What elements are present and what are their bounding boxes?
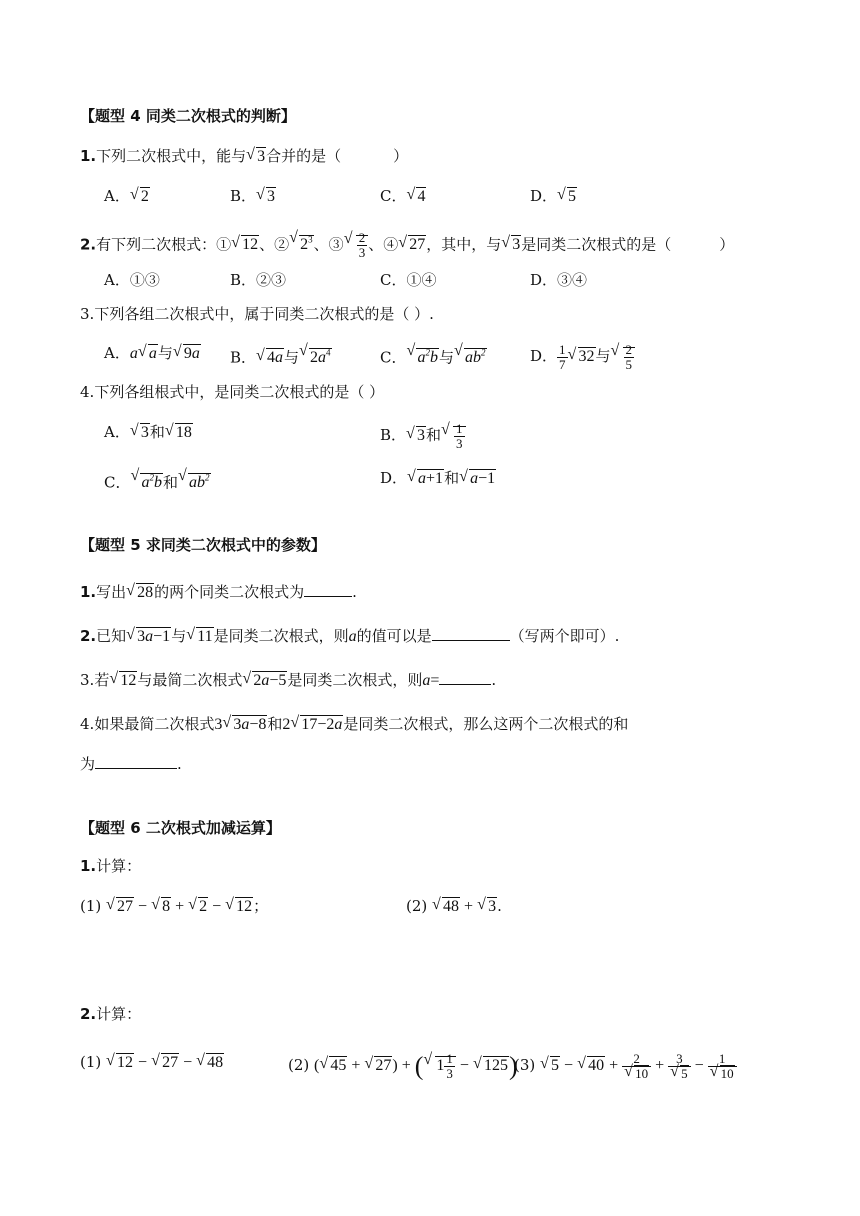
s6-q1-part-1: (1) √ 27 − √ 8 + √ 2 − √ 12；: [80, 896, 268, 917]
s4-q3-option-d: D． $\frac{1}{7}$ √ 32与 √ $\frac{2}{5}$: [530, 343, 635, 372]
s4-q4-option-b: B．√ 3和 √ $\frac{1}{3}$: [380, 422, 466, 451]
s5-question-4: 4.如果最简二次根式3√ 3a−8和2√ 17−2a是同类二次根式，那么这两个二次根式的和: [80, 714, 628, 735]
answer-blank: [95, 768, 177, 769]
section-6-title: 【题型 6 二次根式加减运算】: [80, 819, 281, 837]
s4-q3-option-b: B．√ 4a与√ $2a^4$: [230, 343, 332, 368]
s4-question-1: 1.下列二次根式中，能与√ 3合并的是（ ）: [80, 146, 408, 167]
answer-blank: [439, 684, 491, 685]
s4-q1-option-c: C．√ 4: [380, 186, 426, 207]
s4-q1-option-b: B．√ 3: [230, 186, 276, 207]
s6-question-1: 1.计算：: [80, 857, 142, 875]
s4-q2-option-d: D．③④: [530, 271, 588, 289]
s4-q3-option-c: C．√ $a^2b$与√ $ab^2$: [380, 343, 487, 368]
s4-q1-option-a: A．√ 2: [104, 186, 150, 207]
s5-question-1: 1.写出√ 28的两个同类二次根式为 .: [80, 582, 357, 603]
s4-question-4: 4.下列各组根式中，是同类二次根式的是（ ）: [80, 383, 385, 401]
answer-blank: [304, 596, 352, 597]
s4-q3-option-a: A．a√ a与√ 9a: [104, 343, 201, 364]
s5-question-4-cont: 为 .: [80, 755, 182, 773]
s4-q2-option-c: C．①④: [380, 271, 437, 289]
s5-question-3: 3.若√ 12与最简二次根式√ 2a−5是同类二次根式，则a= .: [80, 670, 496, 691]
answer-blank: [432, 640, 510, 641]
s6-q2-part-2: (2) (√ 45 + √ 27) + (√ 1 $\frac{1}{3}$ − √ 125): [288, 1052, 518, 1081]
s5-question-2: 2.已知√ 3a−1与√ 11是同类二次根式，则a的值可以是 （写两个即可）.: [80, 626, 619, 647]
s4-question-3: 3.下列各组二次根式中，属于同类二次根式的是（ ）.: [80, 305, 434, 323]
s6-q2-part-3: (3) √ 5 − √ 40 + 2 √ 10 + 3 √ 5 − 1 √ 10: [514, 1052, 737, 1081]
s4-q4-option-a: A．√ 3和√ 18: [104, 422, 193, 443]
s4-q2-option-b: B．②③: [230, 271, 287, 289]
s4-q1-option-d: D．√ 5: [530, 186, 577, 207]
s4-q2-option-a: A．①③: [104, 271, 160, 289]
s4-q4-option-d: D．√ a+1和√ a−1: [380, 468, 496, 489]
s4-q4-option-c: C．√ $a^2b$和√ $ab^2$: [104, 468, 211, 493]
s6-q1-part-2: (2) √ 48 + √ 3.: [406, 896, 502, 917]
s6-question-2: 2.计算：: [80, 1005, 142, 1023]
section-4-title: 【题型 4 同类二次根式的判断】: [80, 107, 296, 125]
section-5-title: 【题型 5 求同类二次根式中的参数】: [80, 536, 326, 554]
s4-question-2: 2.有下列二次根式：①√ 12、②√ $2^3$、③ √ $\frac{2}{3}$ 、④√ 27，其中，与√ 3是同类二次根式的是（ ）: [80, 230, 734, 260]
s6-q2-part-1: (1) √ 12 − √ 27 − √ 48: [80, 1052, 224, 1073]
